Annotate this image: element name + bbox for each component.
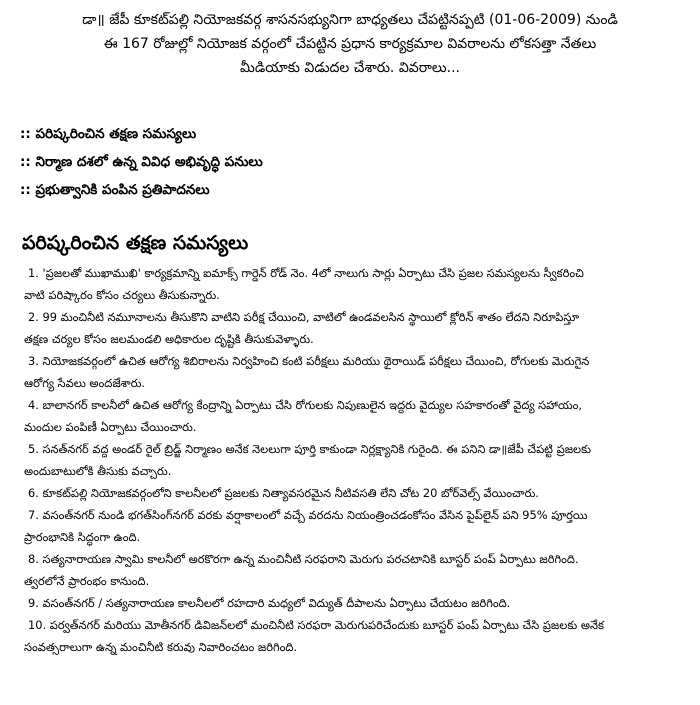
list-item-text: మందుల పంపిణీ ఏర్పాటు చేయించారు. (24, 420, 197, 434)
toc-link-development-works[interactable]: :: నిర్మాణ దశలో ఉన్న వివిధ అభివృద్ధి పనులు (20, 154, 263, 170)
intro-paragraph (0, 8, 700, 80)
list-item-text: ఆరోగ్య సేవలు అందజేశారు. (24, 376, 146, 390)
list-item-text: 1. 'ప్రజలతో ముఖాముఖి' కార్యక్రమాన్ని ఐమాక్స్ గార్డెన్ రోడ్ నెం. 4లో నాలుగు సార్లు ఏర్పాటు చేసి ప్రజల సమస్యలను స్వీకరించి (28, 266, 584, 280)
list-item (24, 614, 684, 658)
list-item (24, 504, 684, 548)
list-item-text: వాటి పరిష్కారం కోసం చర్యలు తీసుకున్నారు. (24, 288, 220, 302)
toc-link-solved-issues[interactable]: :: పరిష్కరించిన తక్షణ సమస్యలు (20, 126, 197, 142)
list-item-text: సంవత్సరాలుగా ఉన్న మంచినీటి కరువు నివారించటం జరిగింది. (24, 640, 298, 654)
list-item-text: 7. వసంత్‌నగర్ నుండి భగత్‌సింగ్‌నగర్ వరకు వర్షాకాలంలో వచ్చే వరదను నియంత్రించడంకోసం వేసిన పైప్‌లైన్ పని 95% పూర్తయి (28, 508, 588, 522)
intro-line: మీడియాకు విడుదల చేశారు. వివరాలు... (240, 60, 460, 76)
toc-link-proposals[interactable]: :: ప్రభుత్వానికి పంపిన ప్రతిపాదనలు (20, 182, 210, 198)
solved-issues-list (24, 262, 684, 658)
list-item (24, 482, 684, 504)
table-of-contents (20, 120, 680, 204)
list-item-text: ప్రారంభానికి సిద్ధంగా ఉంది. (24, 530, 141, 544)
list-item-text: 9. వసంత్‌నగర్ / సత్యనారాయణ కాలనీలలో రహదారి మధ్యలో విద్యుత్ దీపాలను ఏర్పాటు చేయటం జరిగింది. (28, 596, 511, 610)
list-item (24, 438, 684, 482)
list-item-text: 10. పర్వత్‌నగర్ మరియు మోతీనగర్ డివిజన్‌లలో మంచినీటి సరఫరా మెరుగుపరిచేందుకు బూస్టర్ పంప్ ఏర్పాటు చేసి ప్రజలకు అనేక (28, 618, 604, 632)
list-item (24, 306, 684, 350)
list-item-text: తక్షణ చర్యల కోసం జలమండలి అధికారుల దృష్టికి తీసుకువెళ్ళారు. (24, 332, 314, 346)
list-item (24, 262, 684, 306)
list-item-text: 8. సత్యనారాయణ స్వామి కాలనీలో అరకొరగా ఉన్న మంచినీటి సరఫరాని మెరుగు పరచటానికి బూస్టర్ పంప్ ఏర్పాటు జరిగింది. (28, 552, 579, 566)
list-item-text: అందుబాటులోకి తీసుకు వచ్చారు. (24, 464, 172, 478)
list-item-text: 2. 99 మంచినీటి నమూనాలను తీసుకొని వాటిని పరీక్ష చేయించి, వాటిలో ఉండవలసిన స్థాయిలో క్లోరిన్ శాతం లేదని నిరూపిస్తూ (28, 310, 579, 324)
list-item (24, 548, 684, 592)
list-item (24, 394, 684, 438)
intro-line: డా॥ జేపీ కూకట్‌పల్లి నియోజకవర్గ శాసనసభ్యునిగా బాధ్యతలు చేపట్టినప్పటి (01-06-2009) నుండి (82, 12, 618, 28)
list-item-text: త్వరలోనే ప్రారంభం కానుంది. (24, 574, 150, 588)
list-item-text: 3. నియోజకవర్గంలో ఉచిత ఆరోగ్య శిబిరాలను నిర్వహించి కంటి పరీక్షలు మరియు థైరాయిడ్ పరీక్షలు చేయించి, రోగులకు మెరుగైన (28, 354, 590, 368)
list-item (24, 350, 684, 394)
section-heading: పరిష్కరించిన తక్షణ సమస్యలు (22, 232, 249, 254)
list-item-text: 5. సనత్‌నగర్ వద్ద అండర్ రైల్ బ్రిడ్జ్ నిర్మాణం అనేక నెలలుగా పూర్తి కాకుండా నిర్లక్ష్యానికి గురైంది. ఈ పనిని డా॥జేపీ చేపట్టి ప్రజలకు (28, 442, 591, 456)
list-item-text: 6. కూకట్‌పల్లి నియోజకవర్గంలోని కాలనీలలో ప్రజలకు నిత్యావసరమైన నీటివసతి లేని చోట 20 బోర్‌వెల్స్ వేయించారు. (28, 486, 539, 500)
list-item-text: 4. బాలానగర్ కాలనీలో ఉచిత ఆరోగ్య కేంద్రాన్ని ఏర్పాటు చేసి రోగులకు నిపుణులైన ఇద్దరు వైద్యుల సహకారంతో వైద్య సహాయం, (28, 398, 582, 412)
intro-line: ఈ 167 రోజుల్లో నియోజక వర్గంలో చేపట్టిన ప్రధాన కార్యక్రమాల వివరాలను లోకసత్తా నేతలు (103, 36, 597, 52)
list-item (24, 592, 684, 614)
